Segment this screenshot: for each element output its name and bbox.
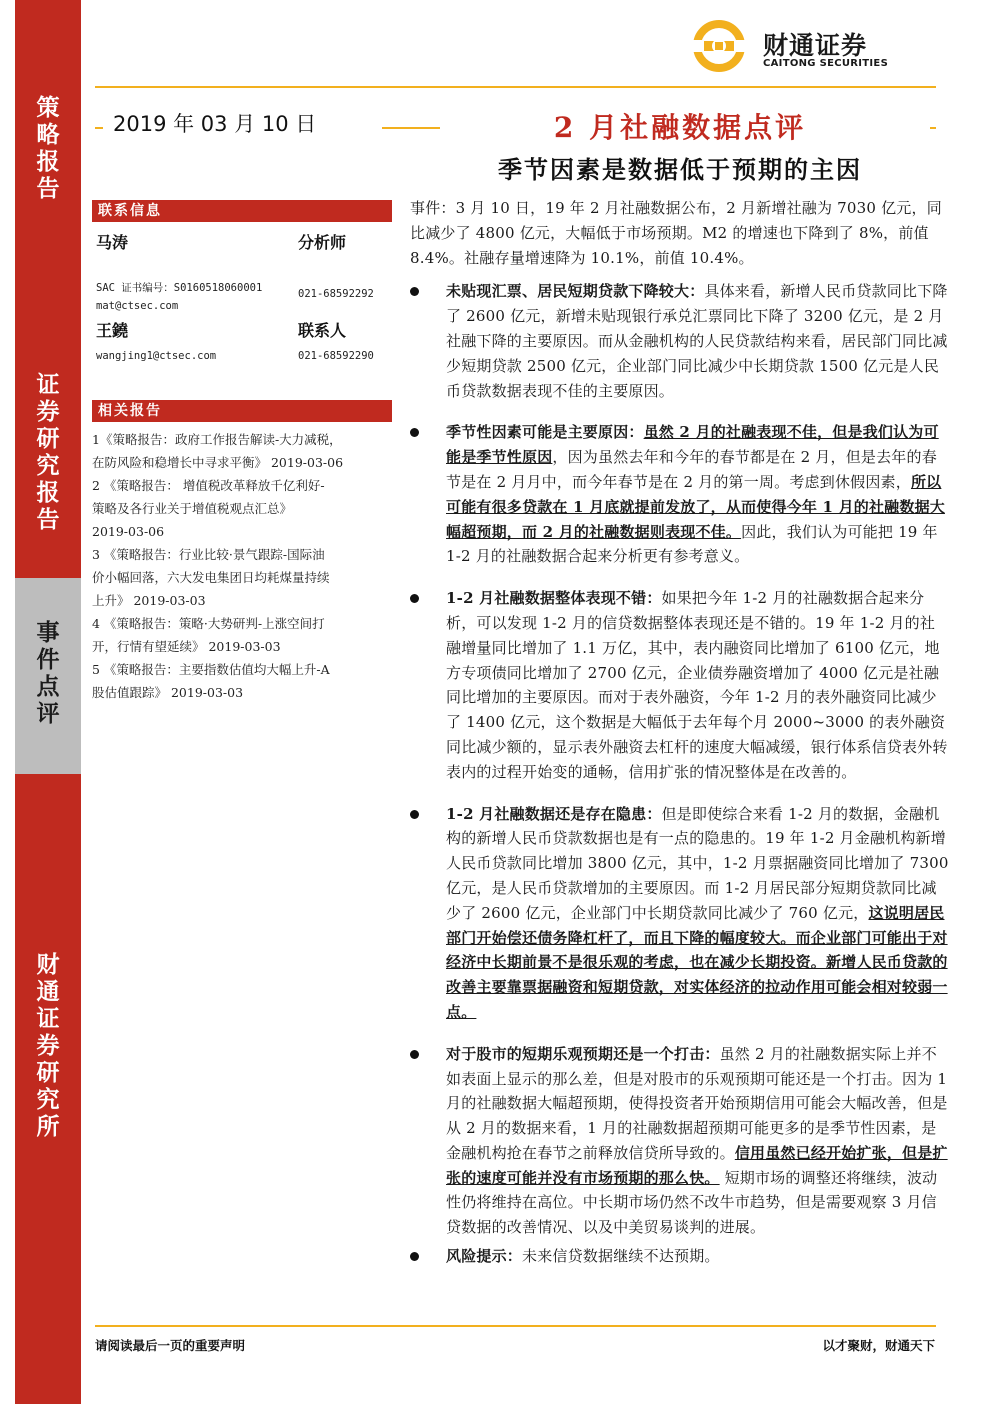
- contact-heading: 联系信息: [92, 200, 392, 222]
- event-summary: 事件：3 月 10 日，19 年 2 月社融数据公布，2 月新增社融为 7030 亿元，同比减少了 4800 亿元，大幅低于市场预期。M2 的增速也下降到了 8%，前值 8.4%。社融存量增速降为 10.1%，前值 10.4%。: [410, 199, 942, 267]
- related-reports-section: [92, 400, 392, 704]
- logo-mark-icon: [690, 20, 748, 72]
- related-report-line[interactable]: 4 《策略报告：策略·大势研判-上涨空间打: [92, 616, 325, 631]
- risk-warning: [420, 1244, 950, 1269]
- side-label-strategy: 策 略 报 告: [36, 95, 60, 202]
- bullet-dot-icon: [410, 810, 419, 819]
- side-label-research: 证 券 研 究 报 告: [36, 372, 60, 533]
- report-date: 2019 年 03 月 10 日: [113, 112, 317, 136]
- bullet-text: 但是即使综合来看 1-2 月的数据，金融机构的新增人民币贷款数据也是有一点的隐患的。19 年 1-2 月金融机构新增人民币贷款同比增加 3800 亿元，其中，1-2 月票据融资同比增加了 7300 亿元，是人民币贷款增加的主要原因。而 1-2 月居民部分短期贷款同比减少了 2600 亿元，企业部门中长期贷款同比减少了 760 亿元，: [446, 804, 949, 922]
- related-report-line[interactable]: 在防风险和稳增长中寻求平衡》 2019-03-06: [92, 455, 344, 470]
- logo-text-en: CAITONG SECURITIES: [763, 58, 889, 69]
- analyst-role: 分析师: [298, 233, 347, 252]
- side-label-event: 事 件 点 评: [36, 620, 60, 727]
- bullet-text: 短期市场的调整还将继续，波动性仍将维持在高位。中长期市场仍然不改牛市趋势，但是需要观察 3 月信贷数据的改善情况、以及中美贸易谈判的进展。: [446, 1168, 938, 1237]
- header-dash-mid: [382, 127, 440, 129]
- related-report-line[interactable]: 5 《策略报告：主要指数估值均大幅上升-A: [92, 662, 330, 677]
- bullet-dot-icon: [410, 1050, 419, 1059]
- bullet-dot-icon: [410, 428, 419, 437]
- related-report-line[interactable]: 上升》 2019-03-03: [92, 593, 206, 608]
- contact-role: 联系人: [298, 321, 347, 340]
- related-report-line[interactable]: 开，行情有望延续》 2019-03-03: [92, 639, 281, 654]
- bullet-text: 具体来看，新增人民币贷款同比下降了 2600 亿元，新增未贴现银行承兑汇票同比下降了 3200 亿元，是 2 月社融下降的主要原因。而从金融机构的人民贷款结构来看，居民部门同比减少短期贷款 2500 亿元，企业部门同比减少中长期贷款 1500 亿元是人民币贷款数据表现不佳的主要原因。: [446, 282, 948, 400]
- bullet-heading: 1-2 月社融数据整体表现不错：: [446, 589, 662, 608]
- footer-disclaimer-note: 请阅读最后一页的重要声明: [95, 1338, 246, 1353]
- analyst-name: 马涛: [96, 233, 129, 252]
- bullet-emphasis: 所以可能有很多贷款在 1 月底就提前发放了，从而使得今年 1 月的社融数据大幅超预期，而 2 月的社融数据则表现不佳。: [446, 472, 945, 541]
- related-report-line[interactable]: 2019-03-06: [92, 524, 165, 539]
- related-reports-heading: 相关报告: [92, 400, 392, 422]
- related-report-line[interactable]: 1《策略报告：政府工作报告解读-大力减税，: [92, 432, 342, 447]
- header-dash-right: [930, 127, 936, 129]
- company-logo: [690, 20, 940, 72]
- related-report-line[interactable]: 股估值跟踪》 2019-03-03: [92, 685, 244, 700]
- contact-phone: 021-68592290: [298, 350, 374, 362]
- bullet-dot-icon: [410, 594, 419, 603]
- footer-divider: [95, 1325, 936, 1327]
- bullet-emphasis: 这说明居民部门开始偿还债务降杠杆了，而且下降的幅度较大。而企业部门可能出于对经济中长期前景不是很乐观的考虑，也在减少长期投资。新增人民币贷款的改善主要靠票据融资和短期贷款，对实体经济的拉动作用可能会相对较弱一点。: [446, 903, 948, 1021]
- bullet-dot-icon: [410, 287, 419, 296]
- bullet-text: ，因为虽然去年和今年的春节都是在 2 月，但是去年的春节是在 2 月月中，而今年春节是在 2 月的第一周。考虑到休假因素，: [446, 448, 937, 491]
- bullet-item: [410, 586, 950, 784]
- contact-name: 王鐃: [96, 321, 129, 340]
- report-body: [410, 196, 950, 1269]
- related-report-line[interactable]: 3 《策略报告：行业比较·景气跟踪-国际油: [92, 547, 325, 562]
- bullet-text: 虽然 2 月的社融数据实际上并不如表面上显示的那么差，但是对股市的乐观预期可能还是一个打击。因为 1 月的社融数据大幅超预期，使得投资者开始预期信用可能会大幅改善，但是从 2 月的数据来看，1 月的社融数据超预期可能更多的是季节性因素，是金融机构抢在春节之前释放信贷所导致的。: [446, 1044, 948, 1162]
- related-report-line[interactable]: 2 《策略报告： 增值税改革释放千亿利好-: [92, 478, 325, 493]
- bullet-heading: 季节性因素可能是主要原因：: [446, 423, 644, 442]
- bullet-item: [410, 1042, 950, 1240]
- bullet-emphasis: 信用虽然已经开始扩张，但是扩张的速度可能并没有市场预期的那么快。: [446, 1143, 948, 1187]
- bullet-heading: 1-2 月社融数据还是存在隐患：: [446, 804, 662, 823]
- header-divider: [95, 86, 936, 88]
- bullet-heading: 未贴现汇票、居民短期贷款下降较大：: [446, 282, 705, 301]
- analyst-email[interactable]: mat@ctsec.com: [96, 300, 179, 312]
- bullet-text: 因此，我们认为可能把 19 年 1-2 月的社融数据合起来分析更有参考意义。: [446, 522, 938, 566]
- header-dash-left: [95, 127, 103, 129]
- bullet-emphasis: 虽然 2 月的社融表现不佳，但是我们认为可能是季节性原因: [446, 423, 939, 467]
- risk-text: 未来信贷数据继续不达预期。: [522, 1247, 720, 1266]
- report-subtitle: 季节因素是数据低于预期的主因: [498, 155, 862, 184]
- bullet-text: 如果把今年 1-2 月的社融数据合起来分析，可以发现 1-2 月的信贷数据整体表现还是不错的。19 年 1-2 月的社融增量同比增加了 1.1 万亿，其中，表内融资同比增加了 6100 亿元，地方专项债同比增加了 2700 亿元，企业债券融资增加了 4000 亿元是社融同比增加的主要原因。而对于表外融资，今年 1-2 月的表外融资同比减少了 1400 亿元，这个数据是大幅低于去年每个月 2000~3000 的表外融资同比减少额的，显示表外融资去杠杆的速度大幅减缓，银行体系信贷表外转表内的过程开始变的通畅，信用扩张的情况整体是在改善的。: [446, 589, 948, 781]
- logo-text-cn: 财通证券: [763, 31, 868, 60]
- footer-slogan: 以才聚财，财通天下: [822, 1338, 935, 1353]
- bullet-item: [410, 279, 950, 403]
- contact-email[interactable]: wangjing1@ctsec.com: [96, 350, 217, 362]
- bullet-dot-icon: [410, 1252, 419, 1261]
- report-title: 2 月社融数据点评: [553, 111, 807, 144]
- bullet-heading: 对于股市的短期乐观预期还是一个打击：: [446, 1044, 720, 1063]
- analyst-phone: 021-68592292: [298, 288, 374, 300]
- analyst-sac-number: SAC 证书编号：S0160518060001: [96, 282, 263, 294]
- side-label-institute: 财 通 证 券 研 究 所: [36, 952, 60, 1140]
- side-band: [15, 0, 81, 1404]
- bullet-item: [410, 420, 950, 569]
- risk-heading: 风险提示：: [446, 1247, 523, 1266]
- related-report-line[interactable]: 价小幅回落，六大发电集团日均耗煤量持续: [92, 570, 330, 585]
- contact-section: [92, 200, 392, 372]
- related-reports-list: [92, 422, 392, 704]
- related-report-line[interactable]: 策略及各行业关于增值税观点汇总》: [92, 501, 293, 516]
- bullet-item: [410, 802, 950, 1025]
